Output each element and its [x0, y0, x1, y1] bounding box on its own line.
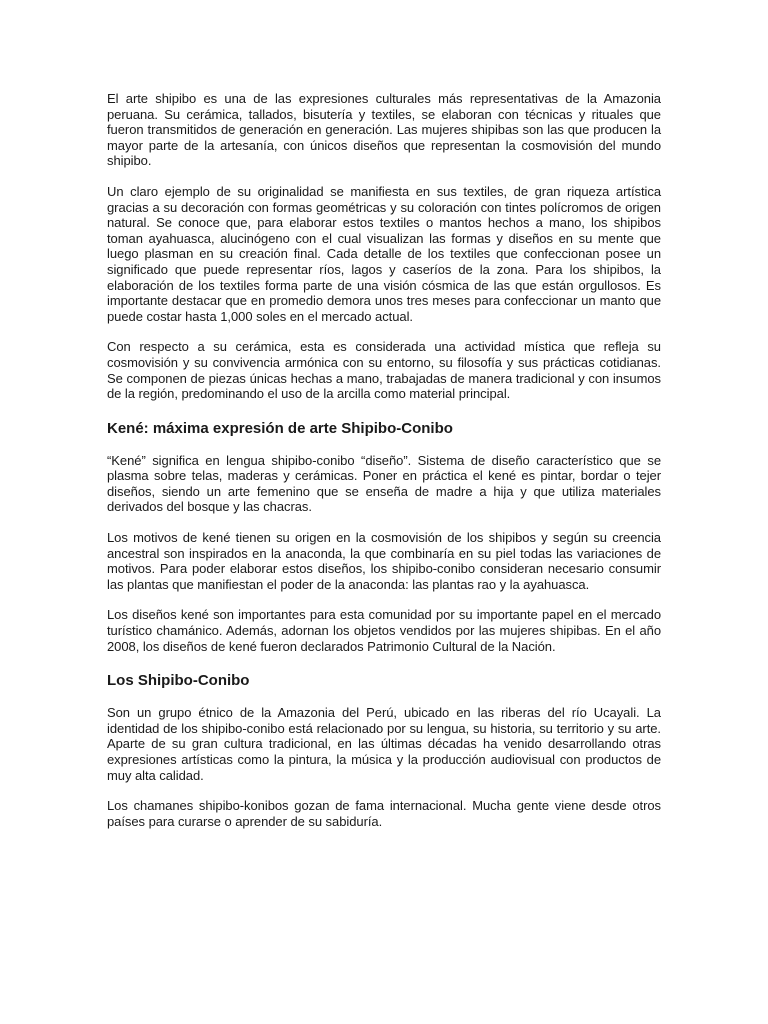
paragraph-ceramics: Con respecto a su cerámica, esta es considerada una actividad mística que refleja su cosmovisión y su convivencia armónica con su entorno, su filosofía y sus prácticas cotidianas. Se componen de piezas únicas hechas a mano, trabajadas de manera tradicional y con insumos de la región, predominando el uso de la arcilla como material principal. [107, 339, 661, 402]
document-page [107, 91, 661, 844]
paragraph-shamans: Los chamanes shipibo-konibos gozan de fama internacional. Mucha gente viene desde otros países para curarse o aprender de su sabiduría. [107, 798, 661, 829]
paragraph-kene-origin: Los motivos de kené tienen su origen en la cosmovisión de los shipibos y según su creencia ancestral son inspirados en la anaconda, la que combinaría en su piel todas las variaciones de motivos. Para poder elaborar estos diseños, los shipibo-conibo consideran necesario consumir las plantas que manifiestan el poder de la anaconda: las plantas rao y la ayahuasca. [107, 530, 661, 592]
heading-kene: Kené: máxima expresión de arte Shipibo-Conibo [107, 419, 453, 437]
paragraph-intro: El arte shipibo es una de las expresiones culturales más representativas de la Amazonia peruana. Su cerámica, tallados, bisutería y textiles, se elaboran con técnicas y rituales que fueron transmitidos de generación en generación. Las mujeres shipibas son las que producen la mayor parte de la artesanía, con únicos diseños que representan la cosmovisión del mundo shipibo. [107, 91, 661, 169]
paragraph-textiles: Un claro ejemplo de su originalidad se manifiesta en sus textiles, de gran riqueza artística gracias a su decoración con formas geométricas y su coloración con tintes polícromos de origen natural. Se conoce que, para elaborar estos textiles o mantos hechos a mano, los shipibos toman ayahuasca, alucinógeno con el cual visualizan las formas y diseños en su mente que luego plasman en su creación final. Cada detalle de los textiles que confeccionan posee un significado que puede representar ríos, lagos y caseríos de la zona. Para los shipibos, la elaboración de los textiles forma parte de una visión cósmica de las que están orgullosos. Es importante destacar que en promedio demora unos tres meses para confeccionar un manto que puede costar hasta 1,000 soles en el mercado actual. [107, 183, 661, 324]
paragraph-kene-definition: “Kené” significa en lengua shipibo-conibo “diseño”. Sistema de diseño característico que se plasma sobre telas, maderas y cerámicas. Poner en práctica el kené es pintar, bordar o tejer diseños, siendo un arte femenino que se enseña de madre a hija y que utiliza materiales derivados del bosque y las chacras. [107, 452, 661, 515]
heading-shipibo-conibo: Los Shipibo-Conibo [107, 672, 250, 690]
paragraph-ethnic-group: Son un grupo étnico de la Amazonia del Perú, ubicado en las riberas del río Ucayali. La identidad de los shipibo-conibo está relacionado por su lengua, su historia, su territorio y su arte. Aparte de su gran cultura tradicional, en las últimas décadas ha venido desarrollando otras expresiones artísticas como la pintura, la música y la producción audiovisual con productos de muy alta calidad. [107, 705, 661, 783]
paragraph-kene-importance: Los diseños kené son importantes para esta comunidad por su importante papel en el mercado turístico chamánico. Además, adornan los objetos vendidos por las mujeres shipibas. En el año 2008, los diseños de kené fueron declarados Patrimonio Cultural de la Nación. [107, 607, 661, 654]
